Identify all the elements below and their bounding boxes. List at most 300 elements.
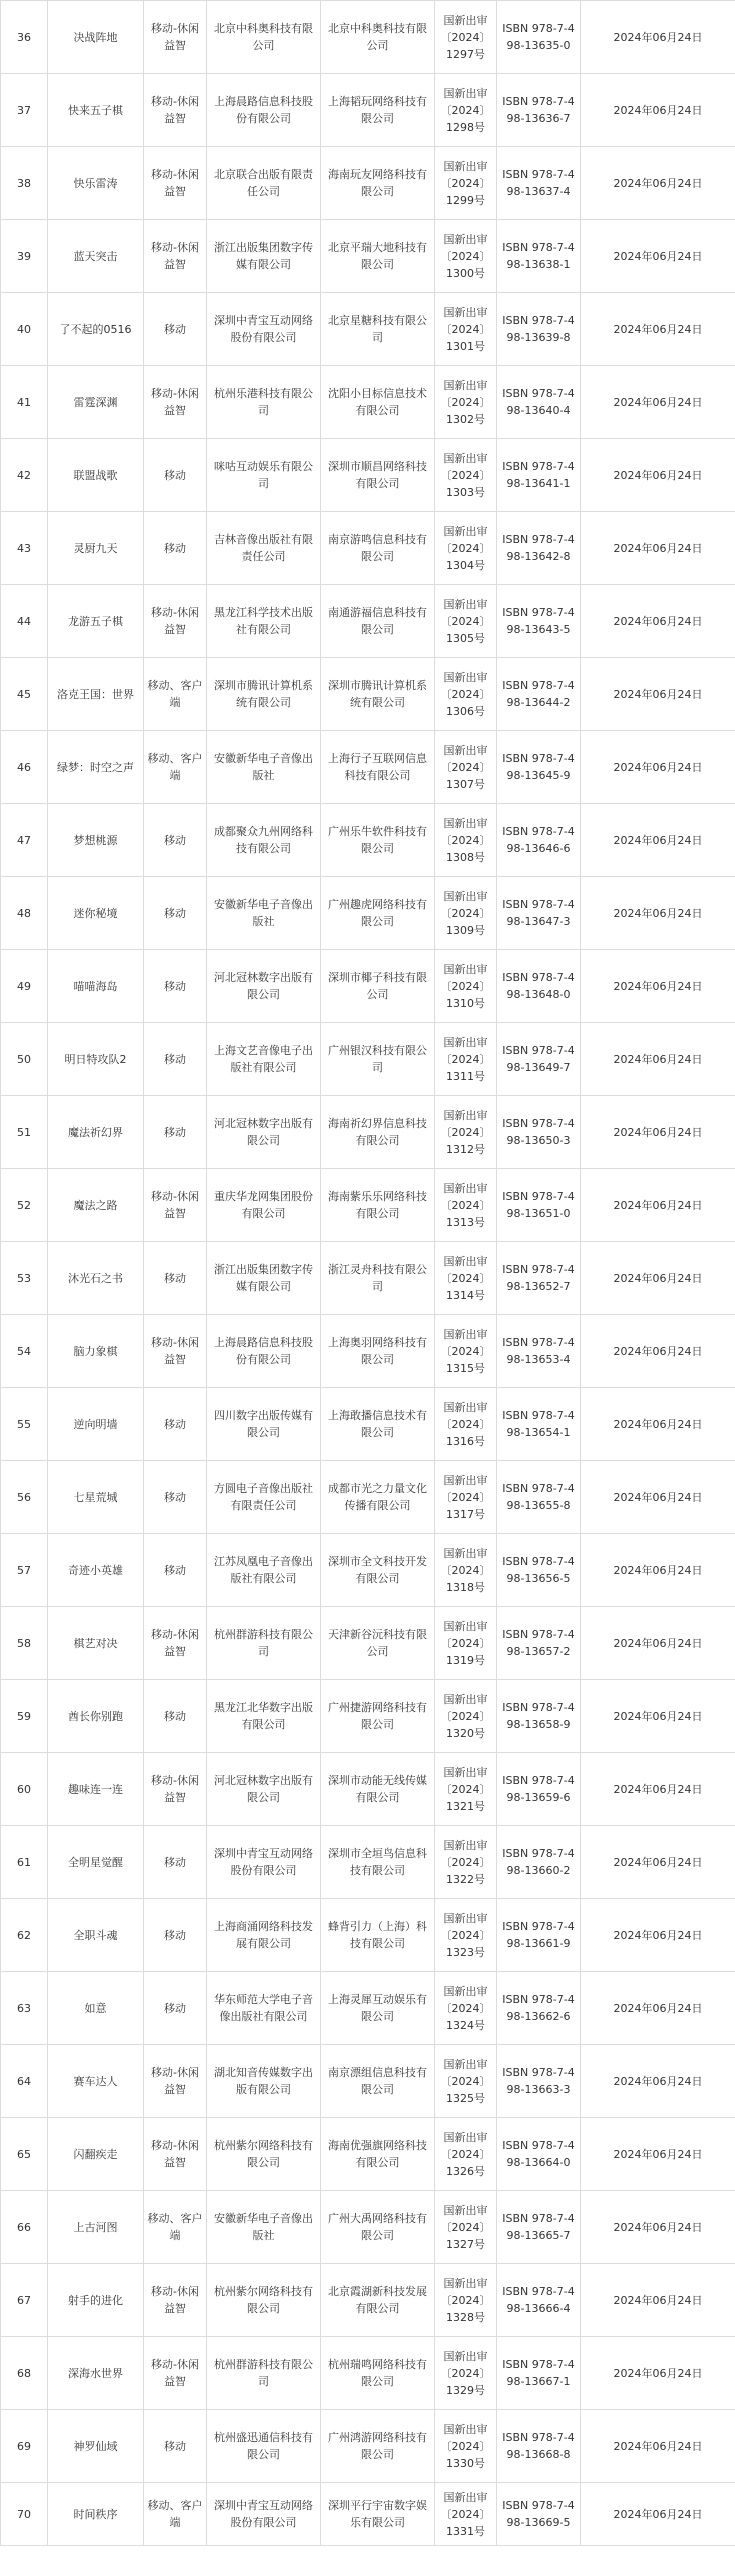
approval-date: 2024年06月24日: [581, 439, 735, 512]
isbn-number: ISBN 978-7-498-13652-7: [497, 1242, 581, 1315]
approval-number: 国新出审〔2024〕1323号: [435, 1899, 497, 1972]
approval-date: 2024年06月24日: [581, 1826, 735, 1899]
publisher-unit: 江苏凤凰电子音像出版社有限公司: [207, 1534, 321, 1607]
operator-unit: 南京游鸣信息科技有限公司: [321, 512, 435, 585]
row-number: 49: [1, 950, 48, 1023]
isbn-number: ISBN 978-7-498-13641-1: [497, 439, 581, 512]
approval-number: 国新出审〔2024〕1316号: [435, 1388, 497, 1461]
publisher-unit: 深圳中青宝互动网络股份有限公司: [207, 293, 321, 366]
approval-date: 2024年06月24日: [581, 1972, 735, 2045]
game-category: 移动: [144, 804, 207, 877]
approval-number: 国新出审〔2024〕1308号: [435, 804, 497, 877]
approval-date: 2024年06月24日: [581, 293, 735, 366]
operator-unit: 深圳市腾讯计算机系统有限公司: [321, 658, 435, 731]
row-number: 39: [1, 220, 48, 293]
operator-unit: 成都市光之力量文化传播有限公司: [321, 1461, 435, 1534]
approval-date: 2024年06月24日: [581, 2483, 735, 2546]
table-row: [1, 1315, 735, 1388]
row-number: 62: [1, 1899, 48, 1972]
approval-number: 国新出审〔2024〕1309号: [435, 877, 497, 950]
game-category: 移动、客户端: [144, 2483, 207, 2546]
operator-unit: 上海韬玩网络科技有限公司: [321, 74, 435, 147]
approval-number: 国新出审〔2024〕1322号: [435, 1826, 497, 1899]
game-name: 逆向明墙: [48, 1388, 144, 1461]
approval-date: 2024年06月24日: [581, 2191, 735, 2264]
game-name: 快来五子棋: [48, 74, 144, 147]
approval-date: 2024年06月24日: [581, 731, 735, 804]
publisher-unit: 浙江出版集团数字传媒有限公司: [207, 220, 321, 293]
approval-number: 国新出审〔2024〕1315号: [435, 1315, 497, 1388]
game-category: 移动: [144, 1680, 207, 1753]
approval-number: 国新出审〔2024〕1324号: [435, 1972, 497, 2045]
operator-unit: 上海奥羽网络科技有限公司: [321, 1315, 435, 1388]
game-name: 灵厨九天: [48, 512, 144, 585]
table-row: [1, 1607, 735, 1680]
publisher-unit: 方圆电子音像出版社有限责任公司: [207, 1461, 321, 1534]
approval-number: 国新出审〔2024〕1325号: [435, 2045, 497, 2118]
operator-unit: 广州乐牛软件科技有限公司: [321, 804, 435, 877]
game-category: 移动: [144, 1534, 207, 1607]
isbn-number: ISBN 978-7-498-13668-8: [497, 2410, 581, 2483]
approval-date: 2024年06月24日: [581, 1242, 735, 1315]
approval-date: 2024年06月24日: [581, 1534, 735, 1607]
approval-number: 国新出审〔2024〕1304号: [435, 512, 497, 585]
isbn-number: ISBN 978-7-498-13664-0: [497, 2118, 581, 2191]
game-category: 移动: [144, 439, 207, 512]
isbn-number: ISBN 978-7-498-13648-0: [497, 950, 581, 1023]
game-name: 七星荒城: [48, 1461, 144, 1534]
table-row: [1, 2337, 735, 2410]
game-name: 绿梦：时空之声: [48, 731, 144, 804]
operator-unit: 广州银汉科技有限公司: [321, 1023, 435, 1096]
game-category: 移动-休闲益智: [144, 585, 207, 658]
approval-date: 2024年06月24日: [581, 1753, 735, 1826]
isbn-number: ISBN 978-7-498-13649-7: [497, 1023, 581, 1096]
approval-date: 2024年06月24日: [581, 585, 735, 658]
game-category: 移动: [144, 1826, 207, 1899]
approval-number: 国新出审〔2024〕1302号: [435, 366, 497, 439]
operator-unit: 天津新谷沅科技有限公司: [321, 1607, 435, 1680]
operator-unit: 北京星糖科技有限公司: [321, 293, 435, 366]
game-category: 移动-休闲益智: [144, 220, 207, 293]
game-name: 魔法之路: [48, 1169, 144, 1242]
game-category: 移动: [144, 1242, 207, 1315]
approval-number: 国新出审〔2024〕1310号: [435, 950, 497, 1023]
approval-number: 国新出审〔2024〕1329号: [435, 2337, 497, 2410]
approval-number: 国新出审〔2024〕1331号: [435, 2483, 497, 2546]
operator-unit: 深圳市顺昌网络科技有限公司: [321, 439, 435, 512]
game-name: 酋长你别跑: [48, 1680, 144, 1753]
isbn-number: ISBN 978-7-498-13665-7: [497, 2191, 581, 2264]
game-category: 移动-休闲益智: [144, 1607, 207, 1680]
approval-number: 国新出审〔2024〕1298号: [435, 74, 497, 147]
operator-unit: 广州大禹网络科技有限公司: [321, 2191, 435, 2264]
game-category: 移动、客户端: [144, 2191, 207, 2264]
operator-unit: 深圳市全垣鸟信息科技有限公司: [321, 1826, 435, 1899]
game-name: 喵喵海岛: [48, 950, 144, 1023]
isbn-number: ISBN 978-7-498-13653-4: [497, 1315, 581, 1388]
row-number: 38: [1, 147, 48, 220]
isbn-number: ISBN 978-7-498-13646-6: [497, 804, 581, 877]
row-number: 48: [1, 877, 48, 950]
row-number: 40: [1, 293, 48, 366]
isbn-number: ISBN 978-7-498-13638-1: [497, 220, 581, 293]
table-row: [1, 1972, 735, 2045]
approval-number: 国新出审〔2024〕1326号: [435, 2118, 497, 2191]
table-row: [1, 366, 735, 439]
publisher-unit: 杭州群游科技有限公司: [207, 1607, 321, 1680]
isbn-number: ISBN 978-7-498-13661-9: [497, 1899, 581, 1972]
table-row: [1, 2410, 735, 2483]
row-number: 54: [1, 1315, 48, 1388]
isbn-number: ISBN 978-7-498-13657-2: [497, 1607, 581, 1680]
row-number: 68: [1, 2337, 48, 2410]
game-category: 移动: [144, 1899, 207, 1972]
game-category: 移动: [144, 1972, 207, 2045]
approval-number: 国新出审〔2024〕1306号: [435, 658, 497, 731]
operator-unit: 北京霞湖新科技发展有限公司: [321, 2264, 435, 2337]
publisher-unit: 河北冠林数字出版有限公司: [207, 950, 321, 1023]
approval-number: 国新出审〔2024〕1305号: [435, 585, 497, 658]
table-row: [1, 2191, 735, 2264]
publisher-unit: 北京联合出版有限责任公司: [207, 147, 321, 220]
game-category: 移动: [144, 1461, 207, 1534]
operator-unit: 南京漂组信息科技有限公司: [321, 2045, 435, 2118]
table-row: [1, 293, 735, 366]
row-number: 52: [1, 1169, 48, 1242]
game-category: 移动-休闲益智: [144, 74, 207, 147]
approval-date: 2024年06月24日: [581, 1315, 735, 1388]
game-name: 赛车达人: [48, 2045, 144, 2118]
operator-unit: 上海敢播信息技术有限公司: [321, 1388, 435, 1461]
game-category: 移动-休闲益智: [144, 2264, 207, 2337]
game-name: 深海水世界: [48, 2337, 144, 2410]
row-number: 69: [1, 2410, 48, 2483]
operator-unit: 上海灵犀互动娱乐有限公司: [321, 1972, 435, 2045]
approval-date: 2024年06月24日: [581, 366, 735, 439]
game-name: 魔法祈幻界: [48, 1096, 144, 1169]
isbn-number: ISBN 978-7-498-13662-6: [497, 1972, 581, 2045]
publisher-unit: 安徽新华电子音像出版社: [207, 2191, 321, 2264]
isbn-number: ISBN 978-7-498-13663-3: [497, 2045, 581, 2118]
approval-number: 国新出审〔2024〕1311号: [435, 1023, 497, 1096]
game-name: 雷霆深渊: [48, 366, 144, 439]
table-row: [1, 1023, 735, 1096]
row-number: 64: [1, 2045, 48, 2118]
isbn-number: ISBN 978-7-498-13669-5: [497, 2483, 581, 2546]
row-number: 63: [1, 1972, 48, 2045]
operator-unit: 上海行子互联网信息科技有限公司: [321, 731, 435, 804]
game-category: 移动-休闲益智: [144, 1753, 207, 1826]
row-number: 66: [1, 2191, 48, 2264]
table-row: [1, 804, 735, 877]
approval-number: 国新出审〔2024〕1313号: [435, 1169, 497, 1242]
isbn-number: ISBN 978-7-498-13666-4: [497, 2264, 581, 2337]
isbn-number: ISBN 978-7-498-13654-1: [497, 1388, 581, 1461]
isbn-number: ISBN 978-7-498-13658-9: [497, 1680, 581, 1753]
publisher-unit: 上海晨路信息科技股份有限公司: [207, 74, 321, 147]
publisher-unit: 成都聚众九州网络科技有限公司: [207, 804, 321, 877]
game-category: 移动: [144, 293, 207, 366]
publisher-unit: 杭州紫尔网络科技有限公司: [207, 2118, 321, 2191]
approval-date: 2024年06月24日: [581, 2045, 735, 2118]
publisher-unit: 北京中科奥科技有限公司: [207, 1, 321, 74]
isbn-number: ISBN 978-7-498-13644-2: [497, 658, 581, 731]
row-number: 36: [1, 1, 48, 74]
table-row: [1, 439, 735, 512]
game-category: 移动、客户端: [144, 658, 207, 731]
approval-date: 2024年06月24日: [581, 1169, 735, 1242]
approval-date: 2024年06月24日: [581, 1, 735, 74]
game-name: 全明星觉醒: [48, 1826, 144, 1899]
row-number: 53: [1, 1242, 48, 1315]
approval-number: 国新出审〔2024〕1328号: [435, 2264, 497, 2337]
game-category: 移动: [144, 1096, 207, 1169]
game-category: 移动: [144, 1023, 207, 1096]
publisher-unit: 上海晨路信息科技股份有限公司: [207, 1315, 321, 1388]
operator-unit: 南通游福信息科技有限公司: [321, 585, 435, 658]
row-number: 41: [1, 366, 48, 439]
approval-number: 国新出审〔2024〕1320号: [435, 1680, 497, 1753]
approval-number: 国新出审〔2024〕1300号: [435, 220, 497, 293]
approval-date: 2024年06月24日: [581, 1461, 735, 1534]
row-number: 44: [1, 585, 48, 658]
table-body: [1, 1, 735, 2546]
operator-unit: 海南优强旗网络科技有限公司: [321, 2118, 435, 2191]
game-category: 移动-休闲益智: [144, 2045, 207, 2118]
approval-number: 国新出审〔2024〕1299号: [435, 147, 497, 220]
approval-date: 2024年06月24日: [581, 2337, 735, 2410]
table-row: [1, 220, 735, 293]
table-row: [1, 950, 735, 1023]
isbn-number: ISBN 978-7-498-13651-0: [497, 1169, 581, 1242]
game-name: 洛克王国：世界: [48, 658, 144, 731]
game-name: 脑力象棋: [48, 1315, 144, 1388]
isbn-number: ISBN 978-7-498-13636-7: [497, 74, 581, 147]
operator-unit: 深圳平行宇宙数字娱乐有限公司: [321, 2483, 435, 2546]
game-name: 迷你秘境: [48, 877, 144, 950]
game-name: 龙游五子棋: [48, 585, 144, 658]
operator-unit: 深圳市椰子科技有限公司: [321, 950, 435, 1023]
operator-unit: 蜂背引力（上海）科技有限公司: [321, 1899, 435, 1972]
row-number: 65: [1, 2118, 48, 2191]
publisher-unit: 深圳市腾讯计算机系统有限公司: [207, 658, 321, 731]
game-name: 梦想桃源: [48, 804, 144, 877]
row-number: 61: [1, 1826, 48, 1899]
publisher-unit: 安徽新华电子音像出版社: [207, 731, 321, 804]
publisher-unit: 深圳中青宝互动网络股份有限公司: [207, 1826, 321, 1899]
game-category: 移动-休闲益智: [144, 366, 207, 439]
row-number: 58: [1, 1607, 48, 1680]
approval-number: 国新出审〔2024〕1319号: [435, 1607, 497, 1680]
approval-date: 2024年06月24日: [581, 220, 735, 293]
table-row: [1, 1388, 735, 1461]
publisher-unit: 河北冠林数字出版有限公司: [207, 1096, 321, 1169]
operator-unit: 广州鸿游网络科技有限公司: [321, 2410, 435, 2483]
isbn-number: ISBN 978-7-498-13659-6: [497, 1753, 581, 1826]
table-row: [1, 731, 735, 804]
table-row: [1, 1899, 735, 1972]
publisher-unit: 湖北知音传媒数字出版有限公司: [207, 2045, 321, 2118]
game-name: 快乐雷涛: [48, 147, 144, 220]
isbn-number: ISBN 978-7-498-13645-9: [497, 731, 581, 804]
publisher-unit: 安徽新华电子音像出版社: [207, 877, 321, 950]
operator-unit: 杭州瑞鸣网络科技有限公司: [321, 2337, 435, 2410]
approval-number: 国新出审〔2024〕1317号: [435, 1461, 497, 1534]
game-category: 移动: [144, 2410, 207, 2483]
table-row: [1, 512, 735, 585]
game-name: 沐光石之书: [48, 1242, 144, 1315]
table-row: [1, 1242, 735, 1315]
game-category: 移动: [144, 950, 207, 1023]
publisher-unit: 重庆华龙网集团股份有限公司: [207, 1169, 321, 1242]
table-row: [1, 658, 735, 731]
publisher-unit: 杭州盛迅通信科技有限公司: [207, 2410, 321, 2483]
table-row: [1, 585, 735, 658]
table-row: [1, 1826, 735, 1899]
approval-date: 2024年06月24日: [581, 1023, 735, 1096]
game-category: 移动: [144, 877, 207, 950]
approval-number: 国新出审〔2024〕1307号: [435, 731, 497, 804]
isbn-number: ISBN 978-7-498-13655-8: [497, 1461, 581, 1534]
publisher-unit: 上海文艺音像电子出版社有限公司: [207, 1023, 321, 1096]
approval-date: 2024年06月24日: [581, 804, 735, 877]
game-name: 联盟战歌: [48, 439, 144, 512]
isbn-number: ISBN 978-7-498-13639-8: [497, 293, 581, 366]
isbn-number: ISBN 978-7-498-13640-4: [497, 366, 581, 439]
isbn-number: ISBN 978-7-498-13642-8: [497, 512, 581, 585]
table-row: [1, 1169, 735, 1242]
table-row: [1, 1680, 735, 1753]
isbn-number: ISBN 978-7-498-13656-5: [497, 1534, 581, 1607]
game-name: 上古河图: [48, 2191, 144, 2264]
game-name: 神罗仙域: [48, 2410, 144, 2483]
game-category: 移动-休闲益智: [144, 147, 207, 220]
approval-number: 国新出审〔2024〕1330号: [435, 2410, 497, 2483]
approval-number: 国新出审〔2024〕1314号: [435, 1242, 497, 1315]
row-number: 47: [1, 804, 48, 877]
publisher-unit: 浙江出版集团数字传媒有限公司: [207, 1242, 321, 1315]
publisher-unit: 河北冠林数字出版有限公司: [207, 1753, 321, 1826]
game-category: 移动-休闲益智: [144, 1169, 207, 1242]
approval-number: 国新出审〔2024〕1327号: [435, 2191, 497, 2264]
game-category: 移动、客户端: [144, 731, 207, 804]
approval-number: 国新出审〔2024〕1321号: [435, 1753, 497, 1826]
table-row: [1, 1534, 735, 1607]
publisher-unit: 深圳中青宝互动网络股份有限公司: [207, 2483, 321, 2546]
game-category: 移动-休闲益智: [144, 1315, 207, 1388]
publisher-unit: 咪咕互动娱乐有限公司: [207, 439, 321, 512]
operator-unit: 广州捷游网络科技有限公司: [321, 1680, 435, 1753]
publisher-unit: 上海商涌网络科技发展有限公司: [207, 1899, 321, 1972]
table-row: [1, 2264, 735, 2337]
table-row: [1, 1096, 735, 1169]
approval-number: 国新出审〔2024〕1301号: [435, 293, 497, 366]
game-category: 移动: [144, 512, 207, 585]
game-name: 奇迹小英雄: [48, 1534, 144, 1607]
operator-unit: 沈阳小目标信息技术有限公司: [321, 366, 435, 439]
isbn-number: ISBN 978-7-498-13647-3: [497, 877, 581, 950]
approval-number: 国新出审〔2024〕1318号: [435, 1534, 497, 1607]
row-number: 37: [1, 74, 48, 147]
game-name: 趣味连一连: [48, 1753, 144, 1826]
publisher-unit: 杭州乐港科技有限公司: [207, 366, 321, 439]
isbn-number: ISBN 978-7-498-13637-4: [497, 147, 581, 220]
row-number: 60: [1, 1753, 48, 1826]
publisher-unit: 杭州紫尔网络科技有限公司: [207, 2264, 321, 2337]
game-name: 闪翻疾走: [48, 2118, 144, 2191]
table-row: [1, 1461, 735, 1534]
operator-unit: 深圳市动能无线传媒有限公司: [321, 1753, 435, 1826]
game-name: 如意: [48, 1972, 144, 2045]
approval-date: 2024年06月24日: [581, 950, 735, 1023]
table-row: [1, 2483, 735, 2546]
publisher-unit: 华东师范大学电子音像出版社有限公司: [207, 1972, 321, 2045]
game-name: 蓝天突击: [48, 220, 144, 293]
row-number: 57: [1, 1534, 48, 1607]
approval-number: 国新出审〔2024〕1303号: [435, 439, 497, 512]
isbn-number: ISBN 978-7-498-13667-1: [497, 2337, 581, 2410]
approval-date: 2024年06月24日: [581, 877, 735, 950]
game-name: 决战阵地: [48, 1, 144, 74]
row-number: 67: [1, 2264, 48, 2337]
approval-date: 2024年06月24日: [581, 1680, 735, 1753]
row-number: 51: [1, 1096, 48, 1169]
row-number: 45: [1, 658, 48, 731]
game-category: 移动-休闲益智: [144, 2118, 207, 2191]
game-category: 移动-休闲益智: [144, 2337, 207, 2410]
row-number: 59: [1, 1680, 48, 1753]
approval-date: 2024年06月24日: [581, 2118, 735, 2191]
approval-date: 2024年06月24日: [581, 147, 735, 220]
game-name: 射手的进化: [48, 2264, 144, 2337]
game-category: 移动-休闲益智: [144, 1, 207, 74]
game-name: 了不起的0516: [48, 293, 144, 366]
table-row: [1, 877, 735, 950]
game-name: 明日特攻队2: [48, 1023, 144, 1096]
table-row: [1, 2045, 735, 2118]
operator-unit: 海南玩友网络科技有限公司: [321, 147, 435, 220]
table-row: [1, 1753, 735, 1826]
publisher-unit: 黑龙江北华数字出版有限公司: [207, 1680, 321, 1753]
row-number: 56: [1, 1461, 48, 1534]
row-number: 55: [1, 1388, 48, 1461]
game-category: 移动: [144, 1388, 207, 1461]
game-name: 全职斗魂: [48, 1899, 144, 1972]
row-number: 70: [1, 2483, 48, 2546]
approval-date: 2024年06月24日: [581, 2264, 735, 2337]
publisher-unit: 四川数字出版传媒有限公司: [207, 1388, 321, 1461]
table-row: [1, 2118, 735, 2191]
approval-date: 2024年06月24日: [581, 2410, 735, 2483]
isbn-number: ISBN 978-7-498-13635-0: [497, 1, 581, 74]
publisher-unit: 黑龙江科学技术出版社有限公司: [207, 585, 321, 658]
row-number: 50: [1, 1023, 48, 1096]
table-row: [1, 147, 735, 220]
row-number: 43: [1, 512, 48, 585]
isbn-number: ISBN 978-7-498-13650-3: [497, 1096, 581, 1169]
approval-date: 2024年06月24日: [581, 74, 735, 147]
approval-date: 2024年06月24日: [581, 512, 735, 585]
operator-unit: 海南紫乐乐网络科技有限公司: [321, 1169, 435, 1242]
operator-unit: 北京平瑞大地科技有限公司: [321, 220, 435, 293]
approval-number: 国新出审〔2024〕1312号: [435, 1096, 497, 1169]
game-name: 棋艺对决: [48, 1607, 144, 1680]
approval-date: 2024年06月24日: [581, 658, 735, 731]
publisher-unit: 杭州群游科技有限公司: [207, 2337, 321, 2410]
operator-unit: 海南祈幻界信息科技有限公司: [321, 1096, 435, 1169]
approval-date: 2024年06月24日: [581, 1096, 735, 1169]
